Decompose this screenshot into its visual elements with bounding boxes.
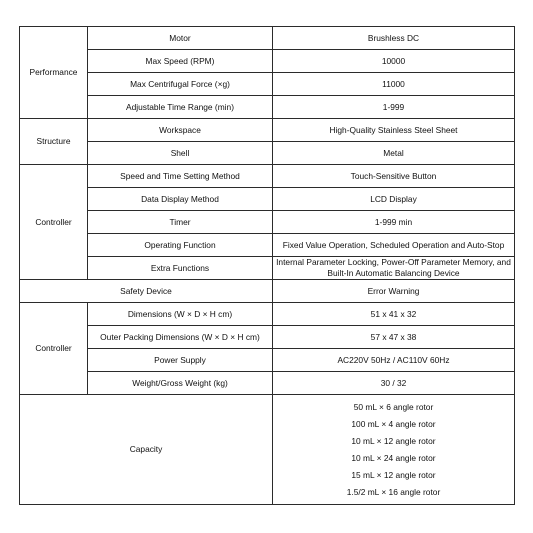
spec-value: Fixed Value Operation, Scheduled Operation and Auto-Stop bbox=[273, 234, 515, 257]
capacity-item: 10 mL × 12 angle rotor bbox=[351, 435, 436, 446]
table-row bbox=[20, 96, 515, 119]
capacity-item: 100 mL × 4 angle rotor bbox=[351, 418, 436, 429]
spec-label: Max Centrifugal Force (×g) bbox=[88, 73, 273, 96]
spec-value: 1-999 bbox=[273, 96, 515, 119]
spec-value: 30 / 32 bbox=[273, 372, 515, 395]
table-row bbox=[20, 395, 515, 505]
spec-value: 1-999 min bbox=[273, 211, 515, 234]
spec-label: Data Display Method bbox=[88, 188, 273, 211]
spec-label: Operating Function bbox=[88, 234, 273, 257]
group-label-structure: Structure bbox=[20, 119, 88, 165]
spec-label: Timer bbox=[88, 211, 273, 234]
spec-label: Extra Functions bbox=[88, 257, 273, 280]
table-row bbox=[20, 280, 515, 303]
spec-label: Weight/Gross Weight (kg) bbox=[88, 372, 273, 395]
capacity-item: 50 mL × 6 angle rotor bbox=[353, 401, 434, 412]
spec-label: Outer Packing Dimensions (W × D × H cm) bbox=[88, 326, 273, 349]
table-row bbox=[20, 119, 515, 142]
spec-label: Workspace bbox=[88, 119, 273, 142]
spec-label: Shell bbox=[88, 142, 273, 165]
capacity-item: 1.5/2 mL × 16 angle rotor bbox=[346, 486, 441, 497]
spec-value: Touch-Sensitive Button bbox=[273, 165, 515, 188]
spec-label-safety-device: Safety Device bbox=[20, 280, 273, 303]
table-row bbox=[20, 234, 515, 257]
table-row bbox=[20, 211, 515, 234]
capacity-item: 15 mL × 12 angle rotor bbox=[351, 469, 436, 480]
spec-value: Internal Parameter Locking, Power-Off Parameter Memory, and Built-In Automatic Balancing Device bbox=[273, 257, 515, 280]
spec-value: 51 x 41 x 32 bbox=[273, 303, 515, 326]
spec-value: High-Quality Stainless Steel Sheet bbox=[273, 119, 515, 142]
group-label-controller: Controller bbox=[20, 303, 88, 395]
specification-table bbox=[19, 26, 515, 505]
table-row bbox=[20, 349, 515, 372]
spec-label: Max Speed (RPM) bbox=[88, 50, 273, 73]
table-row bbox=[20, 257, 515, 280]
spec-label: Motor bbox=[88, 27, 273, 50]
spec-value: AC220V 50Hz / AC110V 60Hz bbox=[273, 349, 515, 372]
spec-value: 57 x 47 x 38 bbox=[273, 326, 515, 349]
table-row bbox=[20, 142, 515, 165]
spec-label: Power Supply bbox=[88, 349, 273, 372]
table-row bbox=[20, 188, 515, 211]
table-row bbox=[20, 326, 515, 349]
spec-value: LCD Display bbox=[273, 188, 515, 211]
table-row bbox=[20, 73, 515, 96]
group-label-controller: Controller bbox=[20, 165, 88, 280]
table-row bbox=[20, 50, 515, 73]
group-label-performance: Performance bbox=[20, 27, 88, 119]
spec-value: Brushless DC bbox=[273, 27, 515, 50]
table-row bbox=[20, 165, 515, 188]
group-label-capacity: Capacity bbox=[20, 395, 273, 505]
spec-label: Adjustable Time Range (min) bbox=[88, 96, 273, 119]
spec-label: Speed and Time Setting Method bbox=[88, 165, 273, 188]
spec-value: 10000 bbox=[273, 50, 515, 73]
capacity-list bbox=[276, 399, 511, 501]
capacity-list-cell bbox=[273, 395, 515, 505]
capacity-item: 10 mL × 24 angle rotor bbox=[351, 452, 436, 463]
spec-value: Metal bbox=[273, 142, 515, 165]
spec-value: 11000 bbox=[273, 73, 515, 96]
spec-label: Dimensions (W × D × H cm) bbox=[88, 303, 273, 326]
table-row bbox=[20, 27, 515, 50]
spec-value: Error Warning bbox=[273, 280, 515, 303]
table-row bbox=[20, 372, 515, 395]
table-row bbox=[20, 303, 515, 326]
